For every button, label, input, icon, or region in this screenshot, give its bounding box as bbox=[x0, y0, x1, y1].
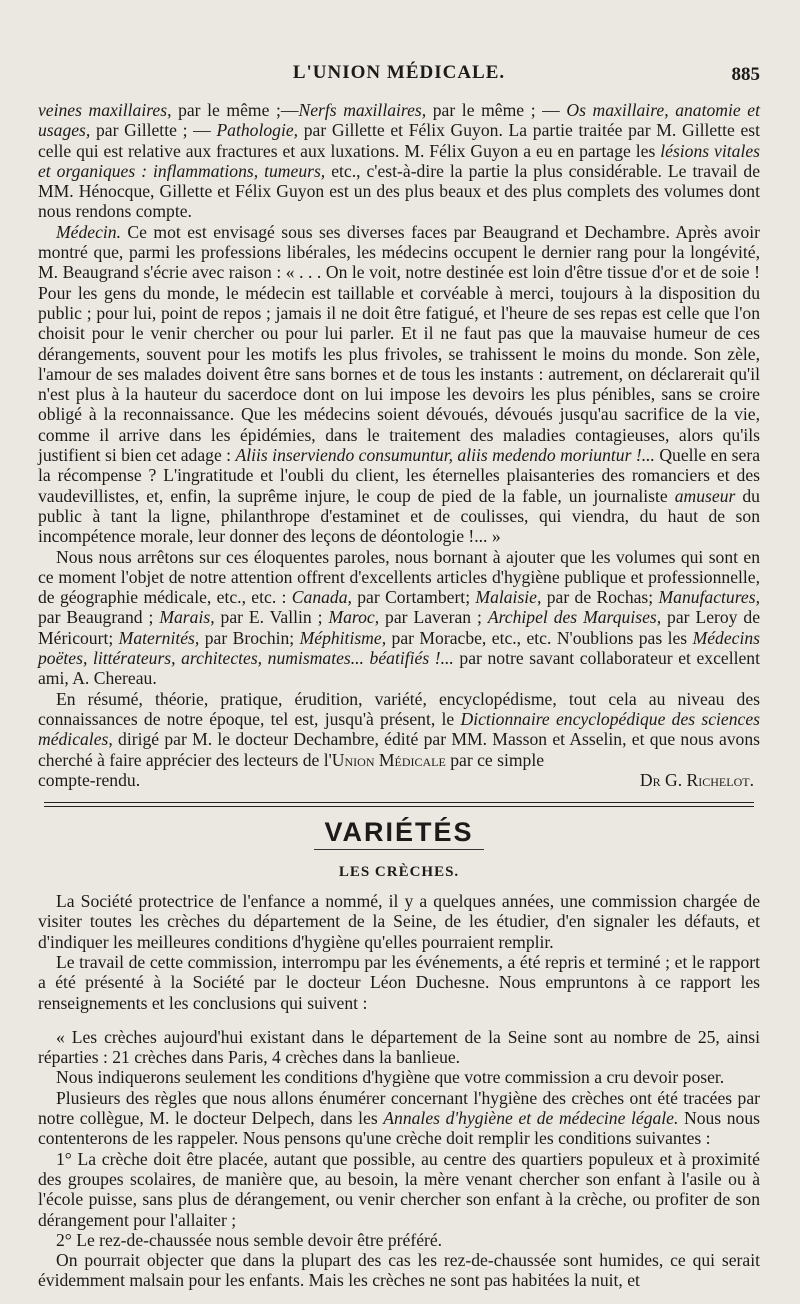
author-signature: Dr G. Richelot. bbox=[639, 769, 754, 790]
italic-term: Os maxillaire, anatomie et usages, bbox=[38, 100, 760, 141]
italic-term: Pathologie, bbox=[216, 120, 299, 141]
article-subheading: LES CRÈCHES. bbox=[338, 864, 460, 881]
double-rule-top bbox=[44, 802, 754, 803]
body-paragraph-5: Plusieurs des règles que nous allons énumérer concernant l'hygiène des crèches ont été tracées par notre collègue, M. le docteur Delpech, dans les Annales d'hygiène et de médecine légale. Nous nous contenterons de les rappeler. Nous pensons qu'une crèche doit remplir les conditions suivantes : bbox=[38, 1087, 760, 1149]
italic-term: Nerfs maxillaires, bbox=[298, 100, 427, 120]
journal-name: Union Médicale bbox=[331, 749, 446, 770]
page-number: 885 bbox=[731, 64, 760, 85]
body-paragraph-3: « Les crèches aujourd'hui existant dans le département de la Seine sont au nombre de 25, ainsi réparties : 21 crèches dans Paris, 4 crèches dans la banlieue. bbox=[38, 1026, 760, 1068]
review-paragraph-4: En résumé, théorie, pratique, érudition, variété, encyclopédisme, tout cela au niveau des connaissances de notre époque, tel est, jusqu'à présent, le Dictionnaire encyclopédique des sciences médicales, dirigé par M. le docteur Dechambre, édité par MM. Masson et Asselin, et que nous avons cherché à faire apprécier des lecteurs de l'Union Médicale par ce simple bbox=[38, 688, 760, 770]
italic-term: Médecin. bbox=[56, 221, 121, 242]
latin-quote: Aliis inserviendo consumuntur, aliis medendo moriuntur !... bbox=[235, 445, 655, 466]
body-paragraph-6: 1° La crèche doit être placée, autant que possible, au centre des quartiers populeux et à proximité des groupes scolaires, de manière que, au besoin, la mère venant chercher son enfant à l'asile ou à l'école puisse, sans plus de dérangement, ou venir chercher son enfant à la crèche, ou profiter de son dérangement pour l'allaiter ; bbox=[38, 1148, 760, 1230]
running-title: L'UNION MÉDICALE. bbox=[292, 62, 506, 83]
running-head bbox=[38, 0, 760, 100]
review-paragraph-3: Nous nous arrêtons sur ces éloquentes paroles, nous bornant à ajouter que les volumes qui sont en ce moment l'objet de notre attention offrent d'excellents articles d'hygiène publique et professionnelle, de géographie médicale, etc., etc. : Canada, par Cortambert; Malaisie, par de Rochas; Manufactures, par Beaugrand ; Marais, par E. Vallin ; Maroc, par Laveran ; Archipel des Marquises, par Leroy de Méricourt; Maternités, par Brochin; Méphitisme, par Moracbe, etc., etc. N'oublions pas les Médecins poëtes, littérateurs, architectes, numismates... béatifiés !... par notre savant collaborateur et excellent ami, A. Chereau. bbox=[38, 546, 760, 689]
body-paragraph-7: 2° Le rez-de-chaussée nous semble devoir être préféré. bbox=[56, 1229, 443, 1250]
review-paragraph-2: Médecin. Ce mot est envisagé sous ses diverses faces par Beaugrand et Dechambre. Après avoir montré que, parmi les professions libérales, les médecins occupent le dernier rang pour la longévité, M. Beaugrand s'écrie avec raison : « . . . On le voit, notre destinée est loin d'être tissue d'or et de soie ! Pour les gens du monde, le médecin est taillable et corvéable à merci, toujours à la disposition du public ; pour lui, point de repos ; jamais il ne doit être fatigué, et l'heure de ses repas est celle que l'on choisit pour le venir chercher ou pour lui parler. Et il ne faut pas que la mauvaise humeur de ces dérangements, souvent pour les motifs les plus frivoles, se trahissent le moins du monde. Son zèle, l'amour de ses malades doivent être sans bornes et de tous les instants : autrement, on déclarerait qu'il n'est plus à la hauteur du sacerdoce dont on lui impose les devoirs les plus pénibles, sans se croire obligé à la reconnaissance. Que les médecins soient dévoués, dévoués jusqu'au sacrifice de la vie, comme il arrive dans les épidémies, dans le traitement des maladies contagieuses, alors qu'ils justifient si bien cet adage : Aliis inserviendo consumuntur, aliis medendo moriuntur !... Quelle en sera la récompense ? L'ingratitude et l'oubli du client, les éternelles plaisanteries des romanciers et des vaudevillistes, et, enfin, la suprême injure, le coup de pied de la fable, un journaliste amuseur du public à tant la ligne, philanthrope d'estaminet et de coulisses, qui viendra, du haut de son incompétence morale, leur donner des leçons de déontologie !... » bbox=[38, 221, 760, 547]
italic-term: amuseur bbox=[674, 485, 736, 506]
italic-term: lésions vitales et organiques : inflammations, tumeurs, bbox=[38, 140, 760, 181]
body-paragraph-2: Le travail de cette commission, interrompu par les événements, a été repris et terminé ; et le rapport a été présenté à la Société par le docteur Léon Duchesne. Nous empruntons à ce rapport les renseignements et les conclusions qui suivent : bbox=[38, 951, 760, 1013]
signoff-line bbox=[38, 770, 760, 790]
journal-reference: Annales d'hygiène et de médecine légale. bbox=[383, 1108, 679, 1129]
title-underline bbox=[314, 849, 484, 850]
final-words: compte-rendu. bbox=[38, 769, 141, 790]
body-paragraph-4: Nous indiquerons seulement les conditions d'hygiène que votre commission a cru devoir poser. bbox=[56, 1067, 725, 1088]
italic-term: veines maxillaires, bbox=[38, 100, 172, 120]
section-title: VARIÉTÉS bbox=[324, 817, 474, 848]
section-separator bbox=[38, 802, 760, 807]
body-paragraph-1: La Société protectrice de l'enfance a nommé, il y a quelques années, une commission chargée de visiter toutes les crèches du département de la Seine, de les étudier, d'en signaler les défauts, et d'indiquer les meilleures conditions d'hygiène qu'elles pourraient remplir. bbox=[38, 891, 760, 952]
double-rule-bottom bbox=[44, 806, 754, 807]
body-paragraph-8: On pourrait objecter que dans la plupart des cas les rez-de-chaussée sont humides, ce qui serait évidemment malsain pour les enfants. Mais les crèches ne sont pas habitées la nuit, et bbox=[38, 1250, 760, 1291]
dictionary-title: Dictionnaire encyclopédique des sciences médicales, bbox=[38, 708, 760, 750]
review-paragraph-1: veines maxillaires, par le même ;—Nerfs maxillaires, par le même ; — Os maxillaire, anatomie et usages, par Gillette ; — Pathologie, par Gillette et Félix Guyon. La partie traitée par M. Gillette est celle qui est relative aux fractures et aux luxations. M. Félix Guyon a eu en partage les lésions vitales et organiques : inflammations, tumeurs, etc., c'est-à-dire la partie la plus considérable. Le travail de MM. Hénocque, Gillette et Félix Guyon est un des plus beaux et des plus complets des volumes dont nous rendons compte. bbox=[38, 100, 761, 222]
